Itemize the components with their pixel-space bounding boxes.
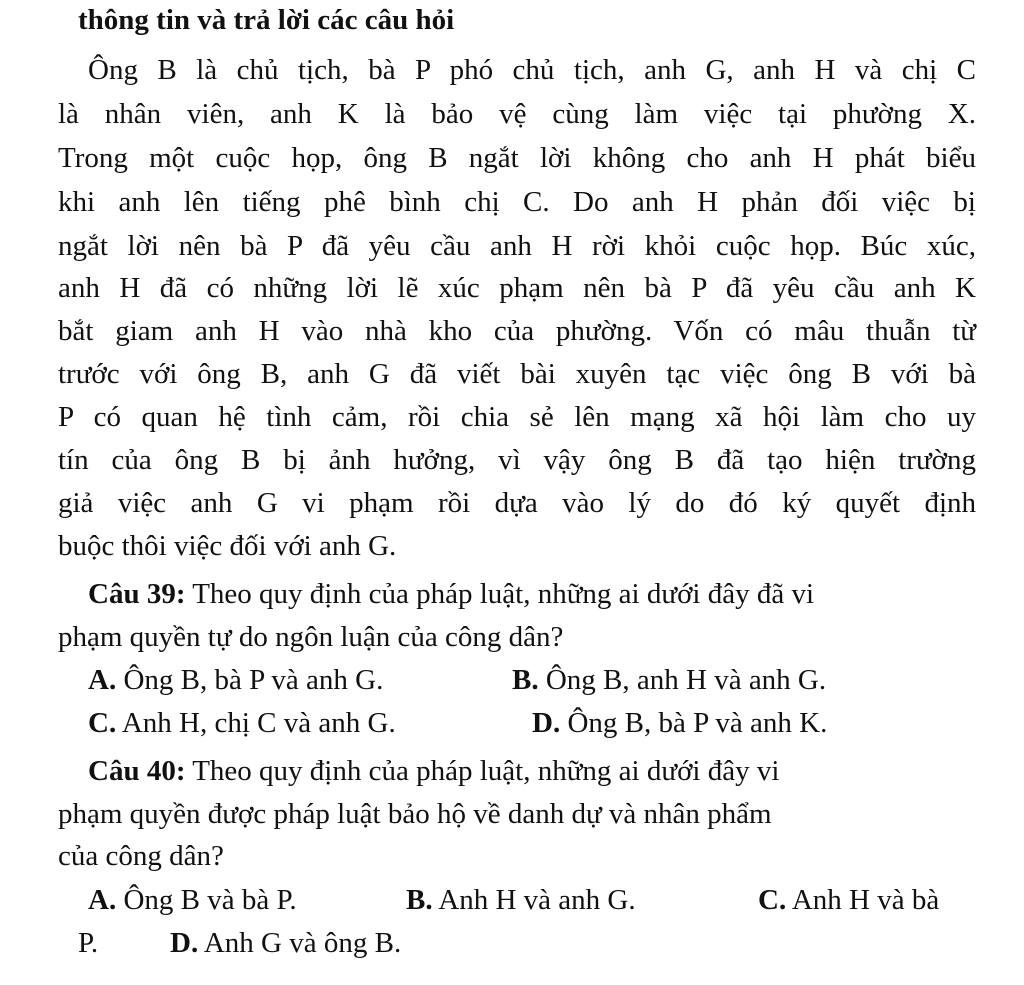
q40-option-c: C. Anh H và bà: [758, 884, 940, 916]
question-40-text-line2: phạm quyền được pháp luật bảo hộ về danh dự và nhân phẩm: [58, 798, 772, 830]
passage-line: Ông B là chủ tịch, bà P phó chủ tịch, anh G, anh H và chị C: [88, 54, 976, 86]
passage-line: anh H đã có những lời lẽ xúc phạm nên bà P đã yêu cầu anh K: [58, 272, 976, 304]
q39-option-b: B. Ông B, anh H và anh G.: [512, 664, 827, 696]
q39-option-d: D. Ông B, bà P và anh K.: [532, 707, 828, 739]
question-39-line1: [88, 576, 814, 612]
passage-line: tín của ông B bị ảnh hưởng, vì vậy ông B đã tạo hiện trường: [58, 444, 976, 476]
question-39-text-line2: phạm quyền tự do ngôn luận của công dân?: [58, 621, 564, 653]
passage-line: trước với ông B, anh G đã viết bài xuyên tạc việc ông B với bà: [58, 358, 976, 390]
passage-line: khi anh lên tiếng phê bình chị C. Do anh H phản đối việc bị: [58, 186, 976, 218]
q40-option-d: D. Anh G và ông B.: [170, 927, 402, 959]
page-heading: thông tin và trả lời các câu hỏi: [78, 4, 455, 36]
passage-line: Trong một cuộc họp, ông B ngắt lời không cho anh H phát biểu: [58, 142, 976, 174]
q39-option-a: A. Ông B, bà P và anh G.: [88, 664, 384, 696]
q40-option-a: A. Ông B và bà P.: [88, 884, 297, 916]
passage-line: là nhân viên, anh K là bảo vệ cùng làm việc tại phường X.: [58, 98, 976, 130]
question-40-line1: [88, 753, 779, 789]
question-40-label: Câu 40:: [88, 755, 186, 787]
q40-option-c-continued: P.: [78, 927, 99, 959]
q39-option-c: C. Anh H, chị C và anh G.: [88, 707, 396, 739]
passage-line: giả việc anh G vi phạm rồi dựa vào lý do đó ký quyết định: [58, 487, 976, 519]
question-40-text-line3: của công dân?: [58, 840, 224, 872]
question-39-text: Theo quy định của pháp luật, những ai dưới đây đã vi: [192, 578, 815, 610]
passage-line: bắt giam anh H vào nhà kho của phường. Vốn có mâu thuẫn từ: [58, 315, 976, 347]
passage-line: ngắt lời nên bà P đã yêu cầu anh H rời khỏi cuộc họp. Búc xúc,: [58, 230, 976, 262]
passage-line: P có quan hệ tình cảm, rồi chia sẻ lên mạng xã hội làm cho uy: [58, 401, 976, 433]
question-39-label: Câu 39:: [88, 578, 186, 610]
question-40-text: Theo quy định của pháp luật, những ai dưới đây vi: [192, 755, 780, 787]
passage-line: buộc thôi việc đối với anh G.: [58, 530, 397, 562]
q40-option-b: B. Anh H và anh G.: [406, 884, 636, 916]
